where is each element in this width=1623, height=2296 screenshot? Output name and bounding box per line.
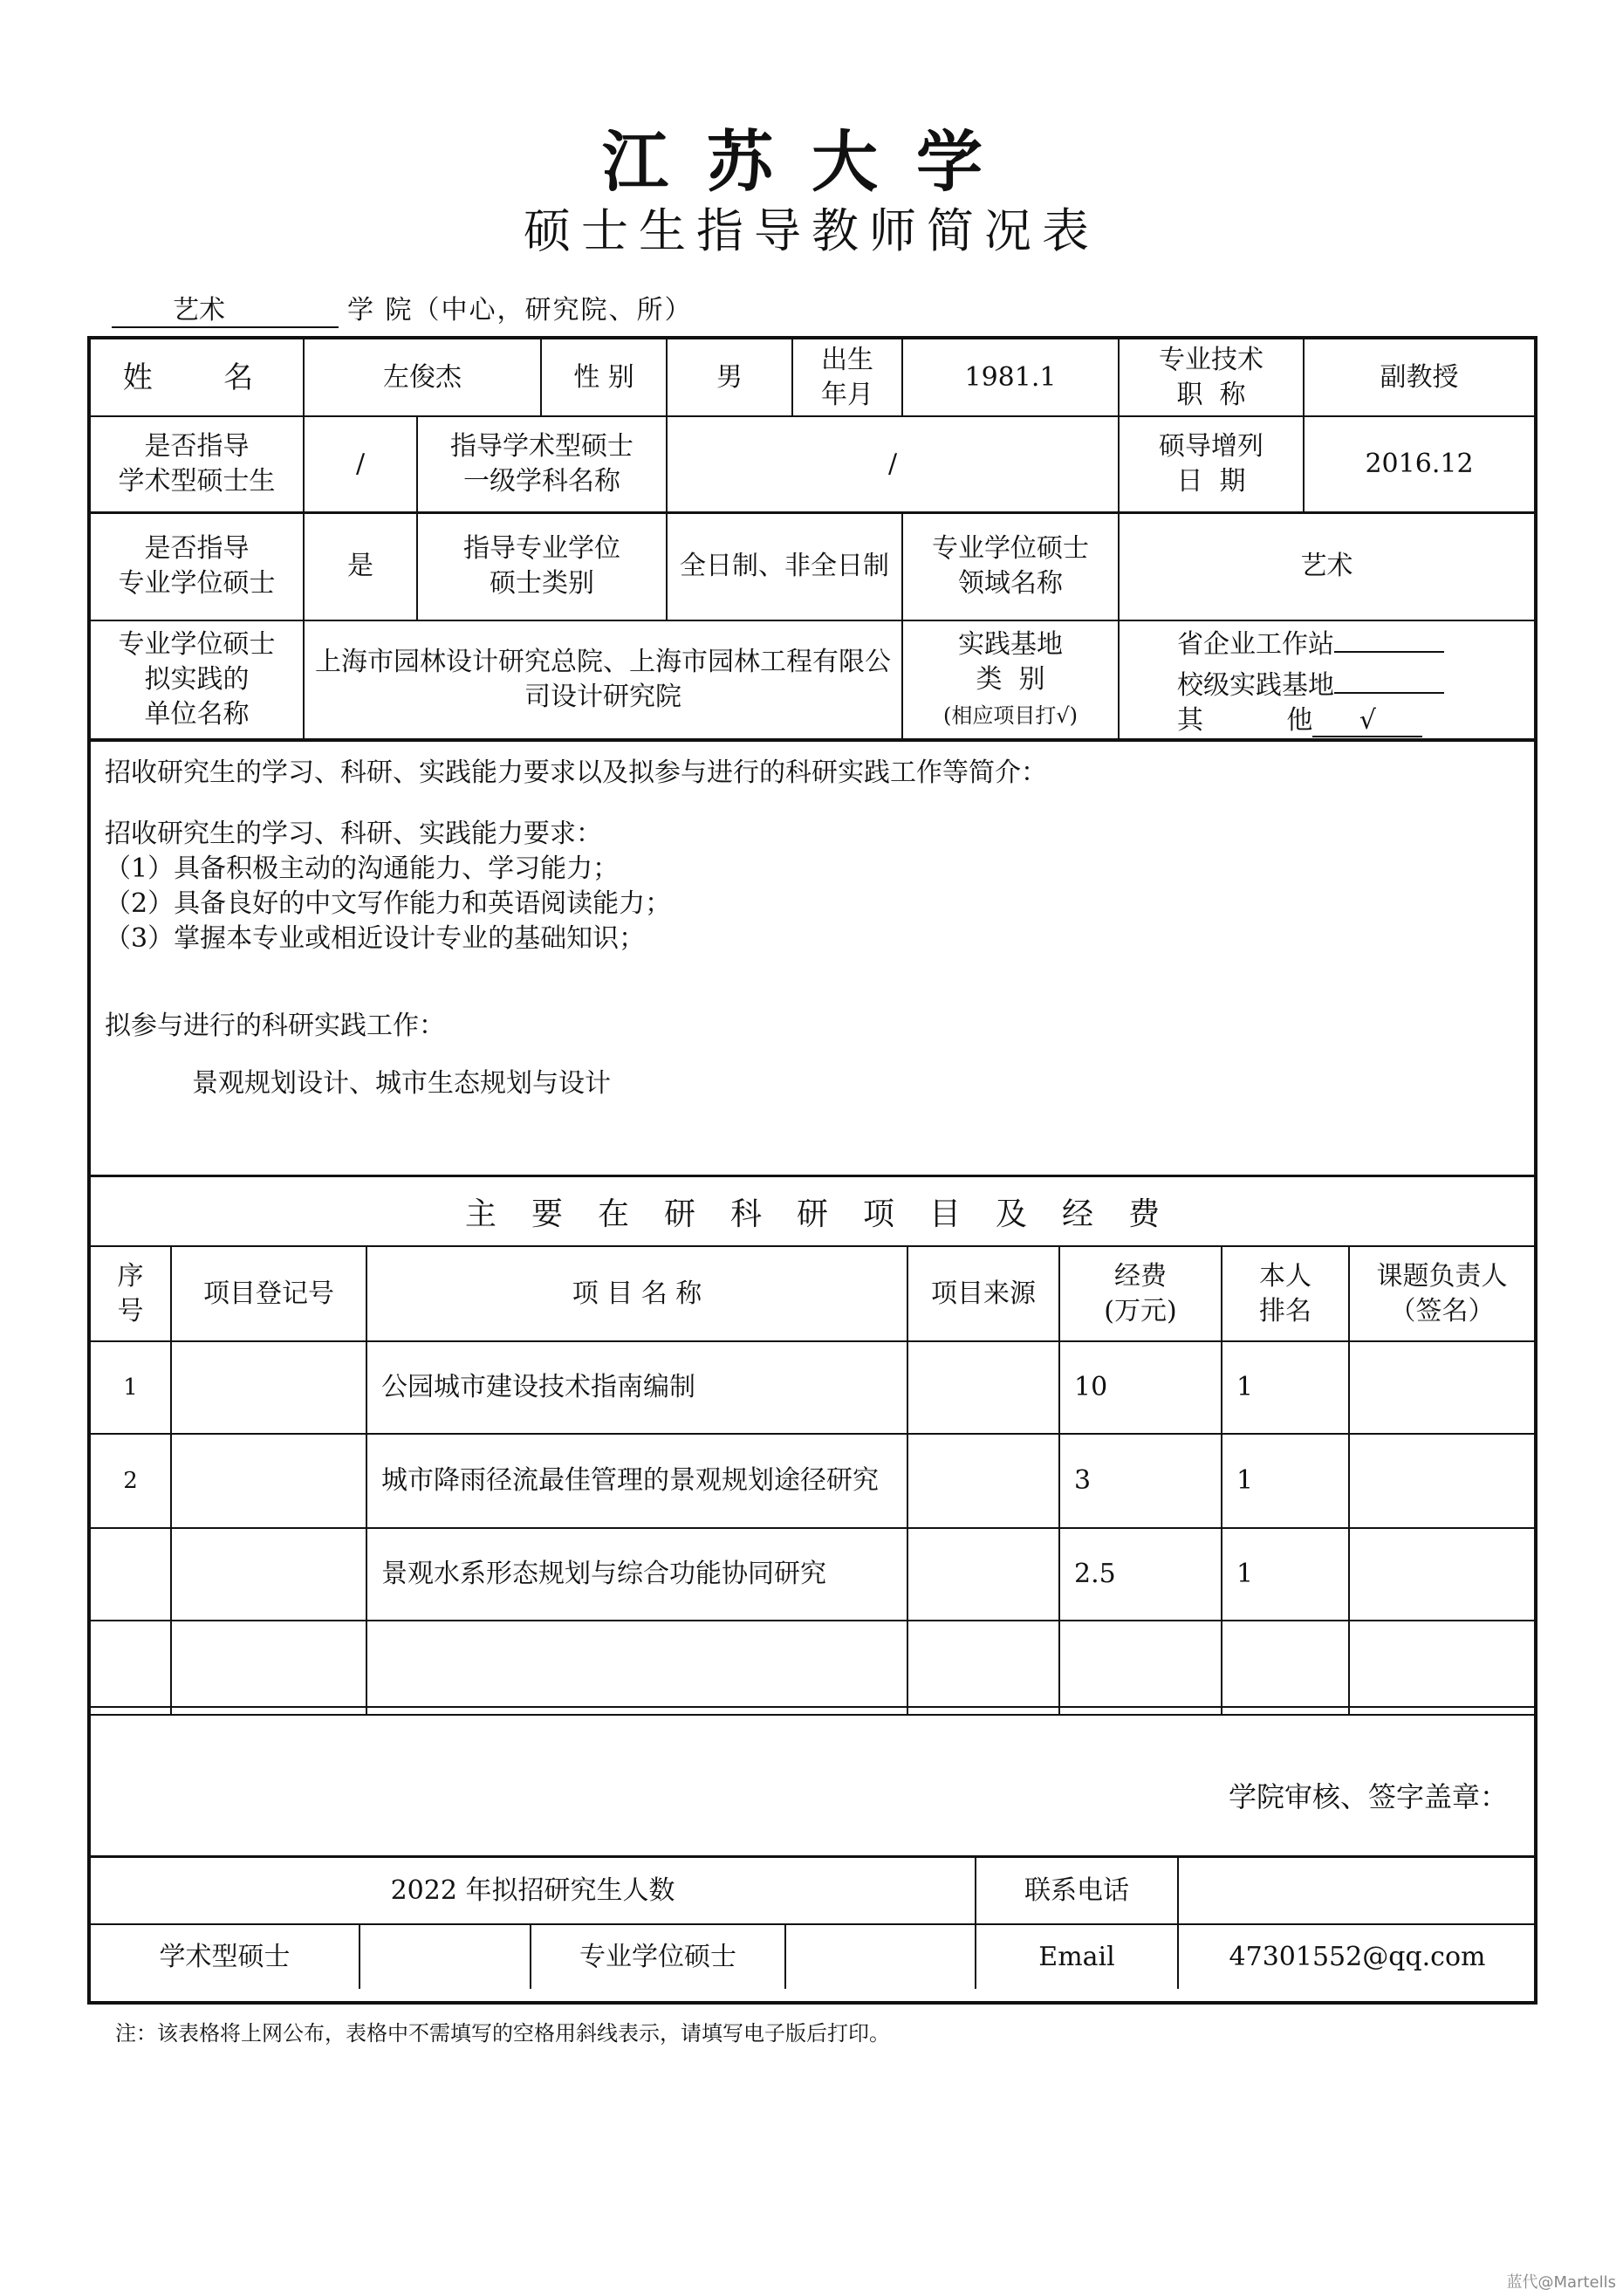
footer-note: 注：该表格将上网公布，表格中不需填写的空格用斜线表示，请填写电子版后打印。 bbox=[115, 2021, 890, 2046]
college-value: 艺术 bbox=[112, 288, 339, 328]
col-lead-line2: （签名） bbox=[1389, 1295, 1495, 1326]
academic-master-count bbox=[360, 1924, 531, 1989]
gender-value: 男 bbox=[667, 339, 792, 416]
table-row bbox=[91, 1434, 1534, 1528]
table-row bbox=[91, 1621, 1534, 1715]
category-label-line2: 硕士类别 bbox=[490, 568, 594, 600]
academic-label bbox=[91, 416, 304, 512]
category-label bbox=[417, 512, 667, 620]
academic-label-line2: 学术型硕士生 bbox=[118, 465, 276, 497]
requirements-heading: 招收研究生的学习、科研、实践能力要求： bbox=[105, 819, 602, 849]
unit-label bbox=[91, 620, 304, 739]
base-label-line2: 类 别 bbox=[976, 663, 1045, 695]
professional-label-line2: 专业学位硕士 bbox=[118, 568, 276, 600]
row-seq bbox=[91, 1528, 171, 1621]
row-rank: 1 bbox=[1222, 1341, 1349, 1434]
discipline-label-line1: 指导学术型硕士 bbox=[450, 430, 633, 462]
category-value: 全日制、非全日制 bbox=[667, 512, 902, 620]
intro-prompt: 招收研究生的学习、科研、实践能力要求以及拟参与进行的科研实践工作等简介： bbox=[105, 757, 1047, 788]
academic-master-label: 学术型硕士 bbox=[91, 1924, 360, 1989]
watermark: 蓝代@Martells bbox=[1506, 2273, 1616, 2292]
enrollment-section bbox=[91, 1858, 1534, 1989]
col-rank-line2: 排名 bbox=[1259, 1295, 1311, 1326]
academic-value: / bbox=[304, 416, 417, 512]
row-seq: 2 bbox=[91, 1434, 171, 1528]
unit-label-line1: 专业学位硕士 bbox=[118, 629, 276, 660]
base-label bbox=[902, 620, 1119, 739]
field-label bbox=[902, 512, 1119, 620]
projects-section-title-text: 主要在研科研项目及经费 bbox=[464, 1196, 1195, 1232]
col-name: 项 目 名 称 bbox=[366, 1247, 907, 1341]
enrollment-plan-label: 2022 年拟招研究生人数 bbox=[91, 1858, 976, 1924]
phone-label: 联系电话 bbox=[976, 1858, 1178, 1924]
col-source: 项目来源 bbox=[907, 1247, 1059, 1341]
row-name: 城市降雨径流最佳管理的景观规划途径研究 bbox=[366, 1434, 907, 1528]
birth-value: 1981.1 bbox=[902, 339, 1119, 416]
professional-label bbox=[91, 512, 304, 620]
base-label-line3: (相应项目打√) bbox=[942, 703, 1079, 728]
col-fund-line1: 经费 bbox=[1114, 1260, 1167, 1292]
row-name: 景观水系形态规划与综合功能协同研究 bbox=[366, 1528, 907, 1621]
projects-section bbox=[91, 1177, 1534, 1716]
base-option-provincial-blank bbox=[1334, 621, 1444, 653]
unit-label-line2: 拟实践的 bbox=[144, 664, 250, 695]
row-lead bbox=[1349, 1621, 1534, 1715]
added-date-label-line2: 日 期 bbox=[1176, 465, 1246, 497]
basic-info-table bbox=[91, 339, 1534, 740]
professional-master-label: 专业学位硕士 bbox=[531, 1924, 785, 1989]
row-reg bbox=[171, 1621, 366, 1715]
row-fund: 10 bbox=[1059, 1341, 1222, 1434]
row-lead bbox=[1349, 1341, 1534, 1434]
requirement-item-1: （1）具备积极主动的沟通能力、学习能力； bbox=[105, 853, 620, 884]
base-option-other bbox=[1177, 703, 1529, 738]
college-suffix: 学 院（中心，研究院、所） bbox=[347, 295, 693, 326]
col-lead-line1: 课题负责人 bbox=[1376, 1260, 1508, 1292]
professional-master-count bbox=[785, 1924, 976, 1989]
email-label: Email bbox=[976, 1924, 1178, 1989]
discipline-value: / bbox=[667, 416, 1119, 512]
col-fund bbox=[1059, 1247, 1222, 1341]
college-review-label: 学院审核、签字盖章： bbox=[1228, 1780, 1508, 1813]
row-fund: 3 bbox=[1059, 1434, 1222, 1528]
col-fund-line2: (万元) bbox=[1104, 1295, 1177, 1326]
title-label-line1: 专业技术 bbox=[1159, 344, 1263, 375]
col-reg: 项目登记号 bbox=[171, 1247, 366, 1341]
plan-heading: 拟参与进行的科研实践工作： bbox=[105, 1011, 445, 1041]
base-option-school bbox=[1177, 662, 1529, 703]
row-source bbox=[907, 1528, 1059, 1621]
col-rank bbox=[1222, 1247, 1349, 1341]
professional-label-line1: 是否指导 bbox=[144, 533, 250, 565]
base-option-provincial-label: 省企业工作站 bbox=[1177, 629, 1334, 660]
row-reg bbox=[171, 1434, 366, 1528]
col-lead bbox=[1349, 1247, 1534, 1341]
title-label-line2: 职 称 bbox=[1176, 379, 1246, 410]
birth-label bbox=[792, 339, 902, 416]
row-source bbox=[907, 1341, 1059, 1434]
table-row bbox=[91, 1341, 1534, 1434]
row-rank: 1 bbox=[1222, 1528, 1349, 1621]
form-frame bbox=[87, 336, 1537, 2005]
row-rank bbox=[1222, 1621, 1349, 1715]
row-lead bbox=[1349, 1528, 1534, 1621]
field-label-line2: 领域名称 bbox=[958, 568, 1063, 600]
row-rank: 1 bbox=[1222, 1434, 1349, 1528]
row-name bbox=[366, 1621, 907, 1715]
projects-table bbox=[91, 1247, 1534, 1716]
col-rank-line1: 本人 bbox=[1259, 1260, 1311, 1292]
plan-text: 景观规划设计、城市生态规划与设计 bbox=[192, 1068, 611, 1099]
table-row bbox=[91, 1528, 1534, 1621]
phone-value bbox=[1178, 1858, 1536, 1924]
category-label-line1: 指导专业学位 bbox=[463, 533, 620, 565]
col-seq: 序号 bbox=[91, 1247, 171, 1341]
projects-section-title bbox=[91, 1177, 1534, 1247]
basic-info-section bbox=[91, 339, 1534, 740]
row-name: 公园城市建设技术指南编制 bbox=[366, 1341, 907, 1434]
birth-label-line1: 出生 bbox=[821, 344, 873, 375]
row-fund: 2.5 bbox=[1059, 1528, 1222, 1621]
base-option-provincial bbox=[1177, 621, 1529, 662]
practice-base-options bbox=[1119, 620, 1534, 739]
base-option-other-mark: √ bbox=[1312, 706, 1422, 737]
birth-label-line2: 年月 bbox=[821, 379, 873, 410]
base-label-line1: 实践基地 bbox=[958, 628, 1063, 660]
gender-label: 性 别 bbox=[541, 339, 667, 416]
form-title: 硕士生指导教师简况表 bbox=[524, 203, 1099, 258]
row-seq bbox=[91, 1621, 171, 1715]
email-value: 47301552@qq.com bbox=[1178, 1924, 1536, 1989]
unit-value: 上海市园林设计研究总院、上海市园林工程有限公司设计研究院 bbox=[304, 620, 902, 739]
college-review-area bbox=[91, 1706, 1534, 1858]
added-date-value: 2016.12 bbox=[1304, 416, 1534, 512]
base-option-school-blank bbox=[1334, 662, 1444, 694]
row-source bbox=[907, 1621, 1059, 1715]
row-fund bbox=[1059, 1621, 1222, 1715]
base-option-other-label: 其 他 bbox=[1177, 705, 1313, 736]
discipline-label bbox=[417, 416, 667, 512]
title-value: 副教授 bbox=[1304, 339, 1534, 416]
title-label bbox=[1119, 339, 1304, 416]
name-label: 姓 名 bbox=[91, 339, 304, 416]
row-lead bbox=[1349, 1434, 1534, 1528]
field-label-line1: 专业学位硕士 bbox=[932, 533, 1089, 565]
professional-value: 是 bbox=[304, 512, 417, 620]
academic-label-line1: 是否指导 bbox=[144, 430, 250, 462]
enrollment-table bbox=[91, 1858, 1536, 1989]
field-value: 艺术 bbox=[1119, 512, 1534, 620]
added-date-label bbox=[1119, 416, 1304, 512]
intro-section bbox=[91, 739, 1534, 1177]
added-date-label-line1: 硕导增列 bbox=[1159, 430, 1263, 462]
unit-label-line3: 单位名称 bbox=[144, 699, 250, 730]
row-reg bbox=[171, 1341, 366, 1434]
college-line bbox=[112, 288, 693, 328]
requirement-item-2: （2）具备良好的中文写作能力和英语阅读能力； bbox=[105, 888, 672, 919]
requirement-item-3: （3）掌握本专业或相近设计专业的基础知识； bbox=[105, 923, 646, 954]
row-source bbox=[907, 1434, 1059, 1528]
discipline-label-line2: 一级学科名称 bbox=[463, 465, 620, 497]
row-seq: 1 bbox=[91, 1341, 171, 1434]
university-title: 江苏大学 bbox=[602, 123, 1021, 201]
base-option-school-label: 校级实践基地 bbox=[1177, 670, 1334, 701]
row-reg bbox=[171, 1528, 366, 1621]
name-value: 左俊杰 bbox=[304, 339, 541, 416]
